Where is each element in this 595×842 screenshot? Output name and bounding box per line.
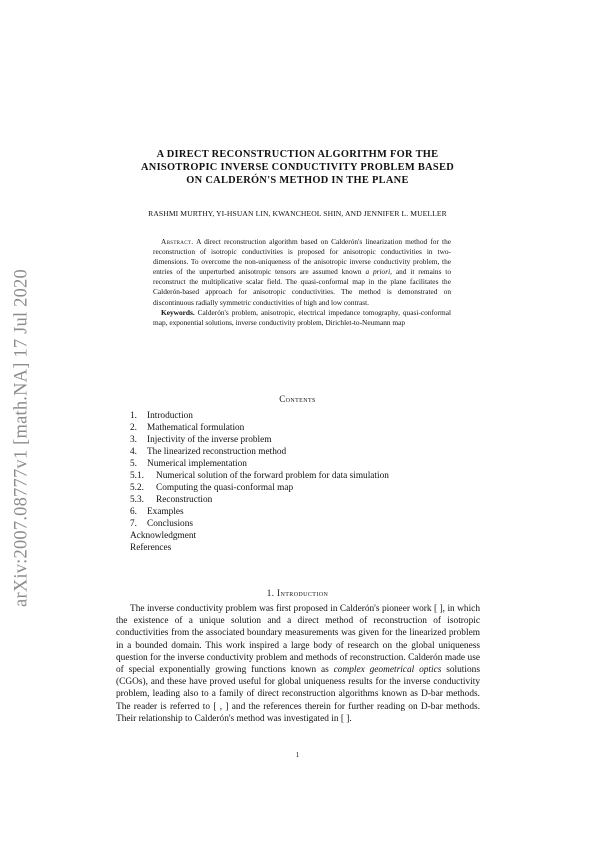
section-heading-introduction: 1. Introduction xyxy=(266,588,329,598)
toc-entry-number: 5.3. xyxy=(130,495,144,505)
toc-entry[interactable] xyxy=(130,434,510,446)
toc-entry[interactable] xyxy=(130,470,510,482)
title-line: A DIRECT RECONSTRUCTION ALGORITHM FOR THE xyxy=(156,149,439,160)
abstract-text: A direct reconstruction algorithm based on Calderón's linearization method for the reconstruction of isotropic conductivities is proposed for anisotropic conductivities in two-dimensions. To overcome the non-uniqueness of the anisotropic inverse conductivity problem, the entries of the unperturbed anisotropic tensors are assumed known xyxy=(153,237,451,277)
toc-entry[interactable] xyxy=(130,410,510,422)
toc-entry[interactable] xyxy=(130,542,510,554)
intro-text-b: solutions (CGOs), and these have proved useful for global uniqueness results for the inverse conductivity problem, leading also to a family of direct reconstruction algorithms known as D-bar methods. The reader is referred to [ , ] and the references therein for further reading on D-bar methods. Their relationship to Calderón's method was investigated in [ ]. xyxy=(116,665,480,724)
toc-entry-title: Injectivity of the inverse problem xyxy=(147,435,272,445)
page-number: 1 xyxy=(295,751,300,759)
toc-entry-number: 4. xyxy=(130,447,137,457)
toc-entry-title: The linearized reconstruction method xyxy=(147,447,287,457)
toc-entry[interactable] xyxy=(130,482,510,494)
toc-entry-title: Numerical implementation xyxy=(147,459,247,469)
toc-entry-number: 1. xyxy=(130,411,137,421)
toc-entry-title: Introduction xyxy=(147,411,193,421)
title-line: ON CALDERÓN'S METHOD IN THE PLANE xyxy=(186,175,409,186)
toc-entry-title: References xyxy=(130,543,172,553)
toc-entry-title: Acknowledgment xyxy=(130,531,197,541)
toc-entry-number: 5.1. xyxy=(130,471,144,481)
toc-entry-number: 5.2. xyxy=(130,483,144,493)
intro-italic: complex geometrical optics xyxy=(333,665,442,676)
abstract-label: Abstract. xyxy=(161,237,194,246)
toc-entry-number: 7. xyxy=(130,519,137,529)
intro-text-a: The inverse conductivity problem was first proposed in Calderón's pioneer work [ ], in which the existence of a unique solution and a direct method of reconstruction of isotropic conductivities from the associated boundary measurements was given for the linearized problem in a bounded domain. This work inspired a large body of research on the global uniqueness question for the inverse conductivity problem and methods of reconstruction. Calderón made use of special exponentially growing functions known as xyxy=(116,604,480,676)
toc-entry[interactable] xyxy=(130,506,510,518)
introduction-paragraph xyxy=(116,603,480,725)
keywords-text: Calderón's problem, anisotropic, electrical impedance tomography, quasi-conformal map, exponential solutions, inverse conductivity problem, Dirichlet-to-Neumann map xyxy=(153,307,451,327)
toc-entry-title: Examples xyxy=(147,507,184,517)
abstract-italic: a priori xyxy=(365,267,391,277)
toc-entry-title: Conclusions xyxy=(147,519,193,529)
toc-entry-number: 2. xyxy=(130,423,137,433)
abstract-text-after: , and it remains to reconstruct the multiplicative scalar field. The quasi-conformal map in the plane facilitates the Calderón-based approach for anisotropic conductivities. The method is demonstrated on discontinuous radially symmetric conductivities of high and low contrast. xyxy=(153,267,452,307)
toc-entry-number: 5. xyxy=(130,459,137,469)
toc-entry[interactable] xyxy=(130,494,510,506)
keywords-paragraph xyxy=(153,308,451,328)
toc-entry-title: Computing the quasi-conformal map xyxy=(156,483,294,493)
table-of-contents xyxy=(130,410,510,554)
toc-entry-title: Mathematical formulation xyxy=(147,423,245,433)
keywords-label: Keywords. xyxy=(161,307,195,317)
author-list: RASHMI MURTHY, YI-HSUAN LIN, KWANCHEOL SHIN, AND JENNIFER L. MUELLER xyxy=(148,209,447,218)
toc-entry[interactable] xyxy=(130,458,510,470)
contents-heading: Contents xyxy=(279,394,316,404)
abstract-paragraph xyxy=(153,237,451,308)
toc-entry-number: 3. xyxy=(130,435,137,445)
toc-entry[interactable] xyxy=(130,446,510,458)
abstract-block xyxy=(153,237,451,328)
toc-entry-number: 6. xyxy=(130,507,137,517)
toc-entry[interactable] xyxy=(130,422,510,434)
paper-title xyxy=(100,148,495,187)
arxiv-identifier-stamp xyxy=(4,252,40,624)
toc-entry[interactable] xyxy=(130,518,510,530)
introduction-body xyxy=(116,603,480,725)
toc-entry[interactable] xyxy=(130,530,510,542)
title-line: ANISOTROPIC INVERSE CONDUCTIVITY PROBLEM BASED xyxy=(140,162,455,173)
toc-entry-title: Numerical solution of the forward problem for data simulation xyxy=(156,471,389,481)
toc-entry-title: Reconstruction xyxy=(156,495,213,505)
arxiv-identifier-text: arXiv:2007.08777v1 [math.NA] 17 Jul 2020 xyxy=(11,269,32,607)
